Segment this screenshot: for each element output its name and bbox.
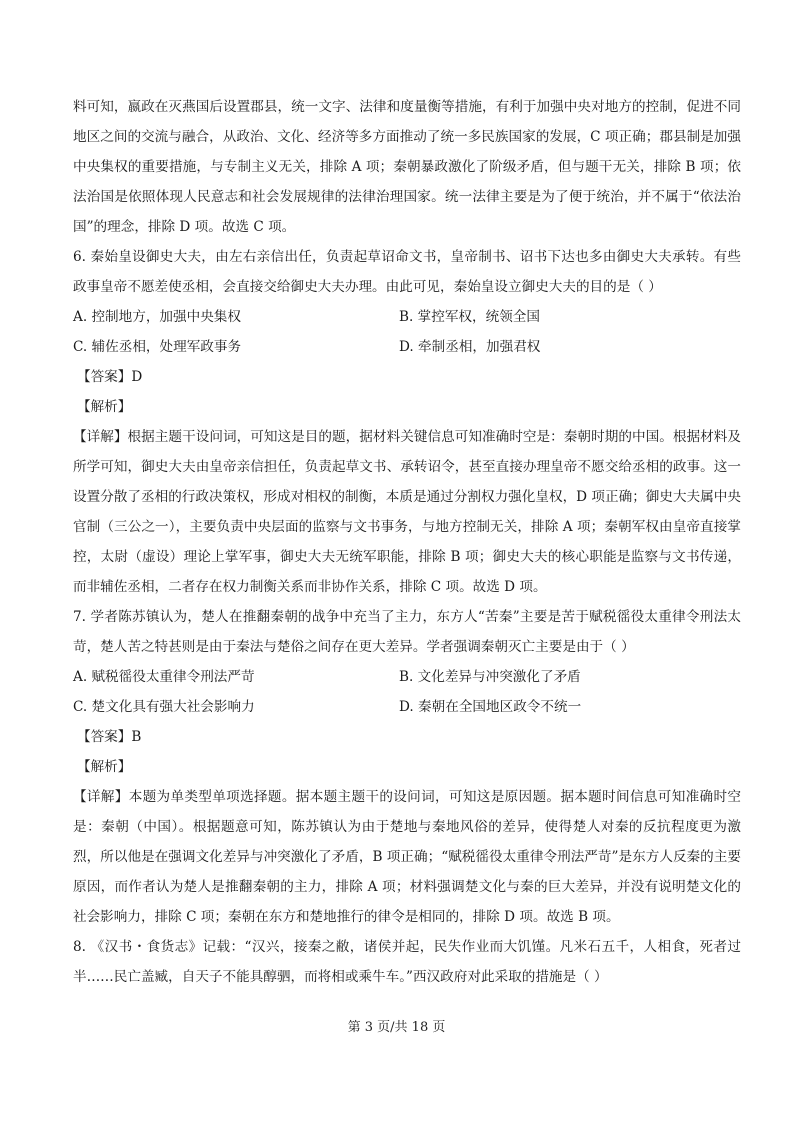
question-6-detail: 【详解】根据主题干设问词，可知这是目的题，据材料关键信息可知准确时空是：秦朝时期的中国。根据材料及所学可知，御史大夫由皇帝亲信担任，负责起草文书、承转诏令，甚至直接办理皇帝不愿交给丞相的政事。这一设置分散了丞相的行政决策权，形成对相权的制衡，本质是通过分割权力强化皇权，D 项正确；御史大夫属中央官制（三公之一），主要负责中央层面的监察与文书事务，与地方控制无关，排除 A 项；秦朝军权由皇帝直接掌控，太尉（虚设）理论上掌军事，御史大夫无统军职能，排除 B 项；御史大夫的核心职能是监察与文书传递，而非辅佐丞相，二者存在权力制衡关系而非协作关系，排除 C 项。故选 D 项。 (73, 429, 741, 595)
question-7-options-row-2 (73, 692, 741, 722)
question-7-option-a: A. 赋税徭役太重律令刑法严苛 (73, 669, 255, 685)
question-7-stem: 7. 学者陈苏镇认为，楚人在推翻秦朝的战争中充当了主力，东方人“苦秦”主要是苦于赋税徭役太重律令刑法太苛，楚人苦之特甚则是由于秦法与楚俗之间存在更大差异。学者强调秦朝灭亡主要是由于（ ） (73, 609, 741, 655)
question-6-options-row-2 (73, 332, 741, 362)
page-footer: 第 3 页/共 18 页 (347, 1020, 446, 1035)
question-6-stem: 6. 秦始皇设御史大夫，由左右亲信出任，负责起草诏命文书，皇帝制书、诏书下达也多由御史大夫承转。有些政事皇帝不愿差使丞相，会直接交给御史大夫办理。由此可见，秦始皇设立御史大夫的目的是（ ） (73, 249, 741, 295)
question-7-option-c: C. 楚文化具有强大社会影响力 (73, 699, 255, 715)
question-7-option-d: D. 秦朝在全国地区政令不统一 (399, 699, 582, 715)
question-6-option-a: A. 控制地方，加强中央集权 (73, 309, 241, 325)
question-6-option-b: B. 掌控军权，统领全国 (399, 309, 540, 325)
page-content (73, 92, 741, 992)
question-6-analysis-label: 【解析】 (77, 399, 132, 415)
question-7-answer: 【答案】B (77, 729, 142, 745)
question-7-detail: 【详解】本题为单类型单项选择题。据本题主题干的设问词，可知这是原因题。据本题时间信息可知准确时空是：秦朝（中国）。根据题意可知，陈苏镇认为由于楚地与秦地风俗的差异，使得楚人对秦的反抗程度更为激烈，所以他是在强调文化差异与冲突激化了矛盾，B 项正确；“赋税徭役太重律令刑法严苛”是东方人反秦的主要原因，而作者认为楚人是推翻秦朝的主力，排除 A 项；材料强调楚文化与秦的巨大差异，并没有说明楚文化的社会影响力，排除 C 项；秦朝在东方和楚地推行的律令是相同的，排除 D 项。故选 B 项。 (73, 789, 741, 925)
question-6-options-row-1 (73, 302, 741, 332)
question-6-option-d: D. 牵制丞相，加强君权 (399, 339, 541, 355)
question-8-stem: 8. 《汉书・食货志》记载：“汉兴，接秦之敝，诸侯并起，民失作业而大饥馑。凡米石五千，人相食，死者过半……民亡盖臧，自天子不能具醇驷，而将相或乘牛车。”西汉政府对此采取的措施是（ ） (73, 939, 741, 985)
question-7-option-b: B. 文化差异与冲突激化了矛盾 (399, 669, 581, 685)
question-6-option-c: C. 辅佐丞相，处理军政事务 (73, 339, 242, 355)
question-7-options-row-1 (73, 662, 741, 692)
q5-analysis-continuation: 料可知，嬴政在灭燕国后设置郡县，统一文字、法律和度量衡等措施，有利于加强中央对地方的控制，促进不同地区之间的交流与融合，从政治、文化、经济等多方面推动了统一多民族国家的发展，C 项正确；郡县制是加强中央集权的重要措施，与专制主义无关，排除 A 项；秦朝暴政激化了阶级矛盾，但与题干无关，排除 B 项；依法治国是依照体现人民意志和社会发展规律的法律治理国家。统一法律主要是为了便于统治，并不属于“依法治国”的理念，排除 D 项。故选 C 项。 (73, 99, 741, 235)
question-7-analysis-label: 【解析】 (77, 759, 132, 775)
question-6-answer: 【答案】D (77, 369, 143, 385)
